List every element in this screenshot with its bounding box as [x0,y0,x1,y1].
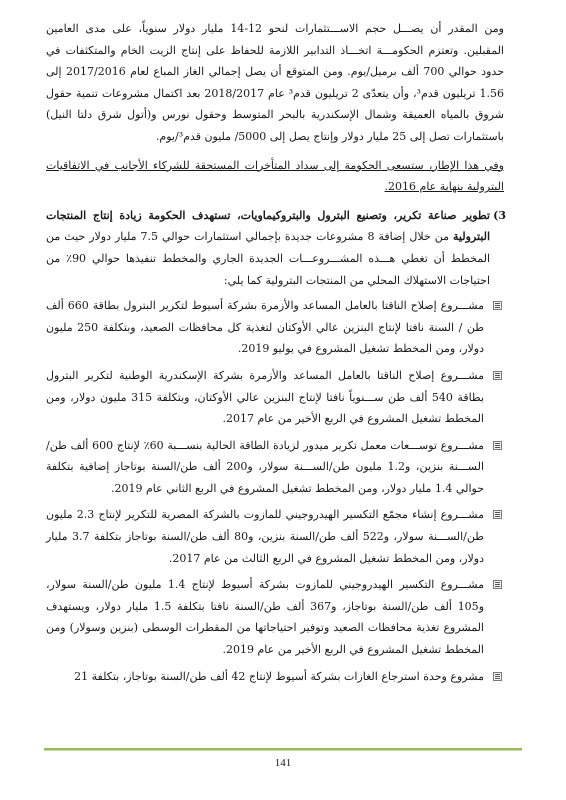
document-bullet-icon [493,441,502,450]
document-bullet-icon [493,672,502,681]
intro-paragraph: ومن المقدر أن يصـــل حجم الاســـتثمارات لنحو 12-14 مليار دولار سنوياً، على مدى العامين المقبلين. وتعتزم الحكومـــة اتخـــاذ التدابير اللازمة للحفاظ على إنتاج الزيت الخام والمتكثفات في حدود حوالي 700 ألف برميل/يوم. ومن المتوقع أن يصل إجمالي الغاز المباع لعام 2017/2016 إلى 1.56 تريليون قدم³، وأن يتعدّى 2 تريليون قدم³ عام 2018/2017 بعد اكتمال مشروعات تنمية حقول شروق بالمياه العميقة وشمال الإسكندرية بالبحر المتوسط وحقول نورس و(أتول شرق دلتا النيل) باستثمارات تصل إلى 25 مليار دولار وإنتاج يصل إلى 5000/ مليون قدم³/يوم. [46,22,505,143]
list-item [46,365,504,430]
document-bullet-icon [493,301,502,310]
document-bullet-icon [493,510,502,519]
list-item [46,435,504,500]
list-item [46,574,504,660]
document-bullet-icon [493,371,502,380]
project-text: مشـــروع توســـعات معمل تكرير ميدور لزيادة الطاقة الحالية بنســـبة 60٪ لإنتاج 600 ألف طن/الســـنة بنزين، و1.2 مليون طن/الســـنة سولار، و200 ألف طن/السنة بوتاجاز إضافية بتكلفة حوالي 1.4 مليار دولار، ومن المخطط تشغيل المشروع في الربع الثاني عام 2019. [46,438,485,495]
project-text: مشروع وحدة استرجاع الغازات بشركة أسيوط لإنتاج 42 ألف طن/السنة بوتاجاز، بتكلفة 21 [74,669,484,683]
page-content [46,18,504,692]
project-text: مشـــروع التكسير الهيدروجيني للمازوت بشركة أسيوط لإنتاج 1.4 مليون طن/السنة سولار، و105 ألف طن/السنة بوتاجاز، و367 ألف طن/السنة نافتا بتكلفة 1.5 مليار دولار، ويستهدف المشروع تغذية محافظات الصعيد وتوفير احتياجاتها من المقطرات الوسطى (بنزين وسولار) ومن المخطط تشغيل المشروع في الربع الأخير من عام 2019. [46,578,484,657]
project-list [46,295,504,687]
section-number: 3) [493,208,506,222]
list-item [46,295,504,360]
section-3-text [46,205,490,291]
project-text: مشـــروع إصلاح الناقتا بالعامل المساعد والأزمرة بشركة الإسكندرية الوطنية لتكرير البترول بطاقة 540 ألف طن ســـنوياً نافتا لإنتاج البنزين عالي الأوكتان، وبتكلفة 315 مليون دولار، ومن المخطط تشغيل المشروع في الربع الأخير من عام 2017. [46,368,485,426]
section-3 [46,205,504,291]
footer-rule [44,748,522,751]
project-text: مشـــروع إصلاح الناقتا بالعامل المساعد والأزمرة بشركة أسيوط لتكرير البترول بطاقة 660 ألف طن / السنة نافتا لإنتاج البنزين عالي الأوكتان لتغذية كل محافظات الصعيد، وبتكلفة 250 مليون دولار، ومن المخطط تشغيل المشروع في يوليو 2019. [46,299,484,356]
document-bullet-icon [493,580,502,589]
section-heading: تطوير صناعة تكرير، وتصنيع البترول والبتروكيماويات، تستهدف الحكومة زيادة إنتاج المنتجات البترولية [46,208,491,244]
list-item [46,504,504,569]
page-footer [44,748,522,769]
arrears-paragraph: وفي هذا الإطار، ستسعى الحكومة إلى سداد المتأخرات المستحقة للشركاء الأجانب في الاتفاقيات البترولية بنهاية عام 2016. [46,158,504,194]
project-text: مشـــروع إنشاء مجمّع التكسير الهيدروجيني للمازوت بالشركة المصرية للتكرير لإنتاج 2.3 مليون طن/الســـنة سولار، و522 ألف طن/السنة بنزين، و80 ألف طن/السنة بوتاجاز بتكلفة 3.7 مليار دولار، ومن المخطط تشغيل المشروع في الربع الثالث من عام 2017. [46,508,485,565]
page-number: 141 [274,757,292,769]
list-item [46,666,504,688]
section-body: من خلال إضافة 8 مشروعات جديدة بإجمالي استثمارات حوالي 7.5 مليار دولار حيث من المخطط أن تغطي هـــذه المشـــروعـــات الجديدة الجاري والمخطط تنفيذها حوالي 90٪ من احتياجات الاستهلاك المحلي من المنتجات البترولية كما يلي: [46,230,491,287]
